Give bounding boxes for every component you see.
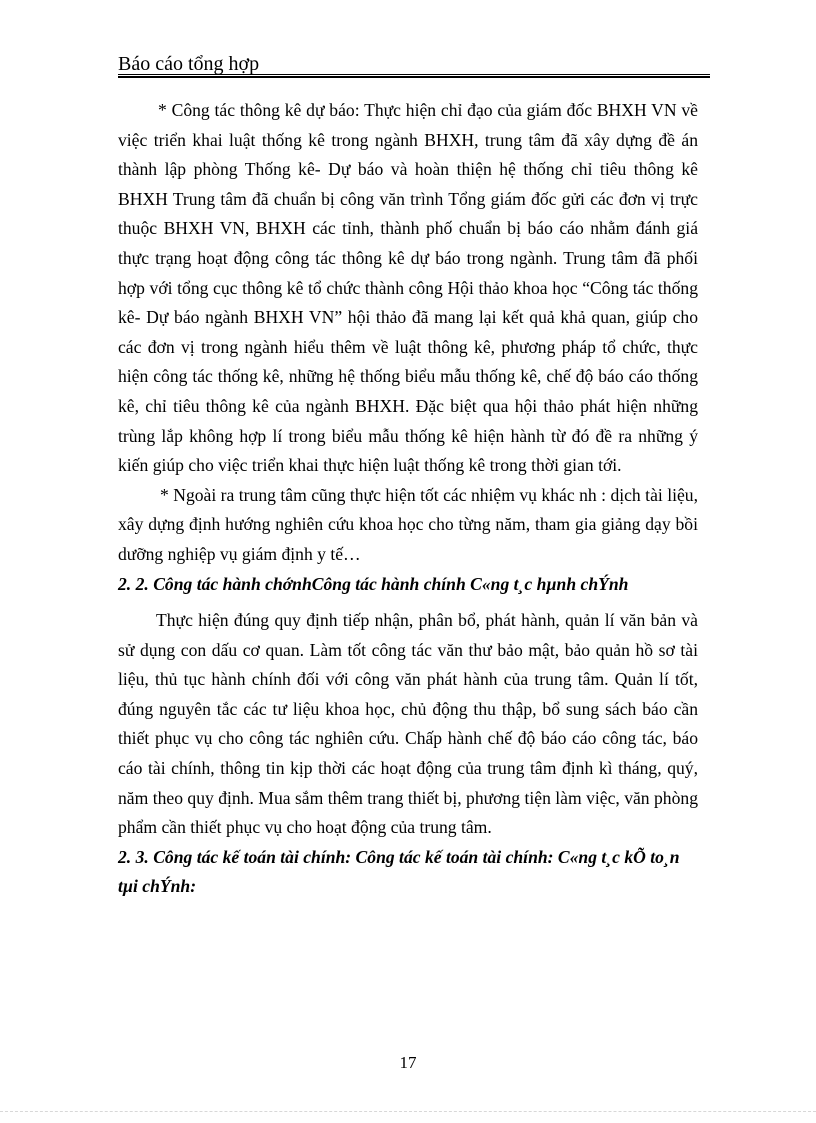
paragraph-administration: Thực hiện đúng quy định tiếp nhận, phân bổ, phát hành, quản lí văn bản và sử dụng con dấu cơ quan. Làm tốt công tác văn thư bảo mật, bảo quản hồ sơ tài liệu, thủ tục hành chính đối với công văn phát hành của trung tâm. Quản lí tốt, đúng nguyên tắc các tư liệu khoa học, chủ động thu thập, bổ sung sách báo cần thiết phục vụ cho công tác nghiên cứu. Chấp hành chế độ báo cáo công tác, báo cáo tài chính, thông tin kịp thời các hoạt động của trung tâm định kì tháng, quý, năm theo quy định. Mua sắm thêm trang thiết bị, phương tiện làm việc, văn phòng phẩm cần thiết phục vụ cho hoạt động của trung tâm.: [118, 610, 698, 838]
header-title: Báo cáo tổng hợp: [118, 53, 260, 75]
header-divider: [118, 74, 710, 78]
paragraph-other-tasks: * Ngoài ra trung tâm cũng thực hiện tốt các nhiệm vụ khác nh : dịch tài liệu, xây dựng định hướng nghiên cứu khoa học cho từng năm, tham gia giảng dạy bồi dưỡng nghiệp vụ giám định y tế…: [118, 484, 698, 564]
paragraph-statistics-forecast: * Công tác thông kê dự báo: Thực hiện chỉ đạo của giám đốc BHXH VN về việc triển khai luật thống kê trong ngành BHXH, trung tâm đã xây dựng đề án thành lập phòng Thống kê- Dự báo và hoàn thiện hệ thống chỉ tiêu thông kê BHXH Trung tâm đã chuẩn bị công văn trình Tổng giám đốc gửi các đơn vị trực thuộc BHXH VN, BHXH các tỉnh, thành phố chuẩn bị báo cáo nhằm đánh giá thực trạng hoạt động công tác thông kê dự báo trong ngành. Trung tâm đã phối hợp với tổng cục thông kê tổ chức thành công Hội thảo khoa học “Công tác thống kê- Dự báo ngành BHXH VN” hội thảo đã mang lại kết quả khả quan, giúp cho các đơn vị trong ngành hiểu thêm về luật thông kê, phương pháp tổ chức, thực hiện công tác thống kê, những hệ thống biểu mẫu thống kê, chế độ báo cáo thống kê, chỉ tiêu thông kê của ngành BHXH. Đặc biệt qua hội thảo phát hiện những trùng lắp không hợp lí trong biểu mẫu thống kê hiện hành từ đó đề ra những ý kiến giúp cho việc triển khai thực hiện luật thống kê trong thời gian tới.: [118, 100, 698, 476]
page-number: 17: [399, 1053, 417, 1072]
page-header: [118, 52, 710, 78]
section-heading-administration: 2. 2. Công tác hành chớnhCông tác hành chính C«ng t¸c hµnh chÝnh: [118, 573, 629, 594]
page-bottom-divider: [0, 1111, 816, 1112]
section-heading-accounting: 2. 3. Công tác kế toán tài chính: Công tác kế toán tài chính: C«ng t¸c kÕ to¸n tµi chÝnh:: [118, 846, 680, 897]
document-body: [118, 96, 698, 902]
